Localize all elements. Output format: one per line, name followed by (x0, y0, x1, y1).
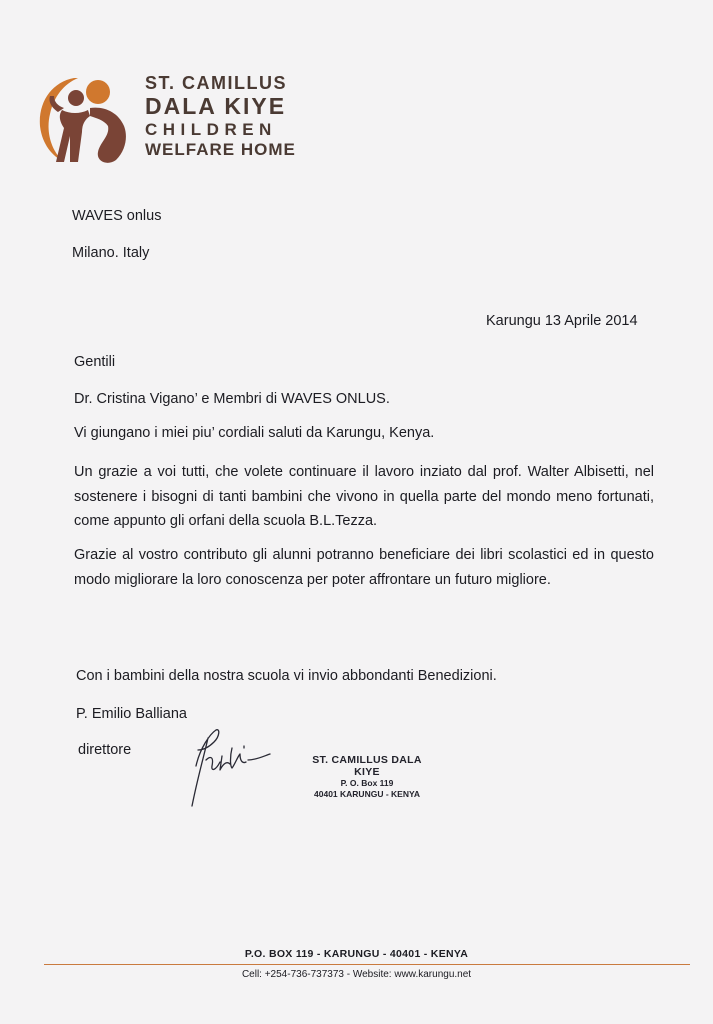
org-line-2: DALA KIYE (145, 93, 287, 119)
footer-divider (44, 964, 690, 965)
addressee: Dr. Cristina Vigano’ e Membri di WAVES ONLUS. (74, 391, 390, 407)
footer-contact: Cell: +254-736-737373 - Website: www.karungu.net (241, 969, 472, 980)
paragraph-1: Un grazie a voi tutti, che volete continuare il lavoro inziato dal prof. Walter Albisetti, nel sostenere i bisogni di tanti bambini che vivono in quella parte del mondo meno fortunati, come appunto gli orfani della scuola B.L.Tezza. (74, 464, 654, 529)
signer-title: direttore (78, 742, 132, 758)
family-figures-logo (36, 70, 136, 166)
recipient-city: Milano. Italy (72, 245, 150, 261)
footer-address: P.O. BOX 119 - KARUNGU - 40401 - KENYA (244, 948, 469, 960)
salutation: Gentili (74, 354, 116, 370)
org-line-4: WELFARE HOME (145, 140, 296, 159)
greeting: Vi giungano i miei piu’ cordiali saluti da Karungu, Kenya. (74, 425, 435, 441)
recipient-name: WAVES onlus (72, 208, 162, 224)
letter-date: Karungu 13 Aprile 2014 (486, 313, 638, 329)
handwritten-signature (186, 726, 272, 814)
paragraph-2: Grazie al vostro contributo gli alunni potranno beneficiare dei libri scolastici ed in questo modo migliorare la loro conoscenza per poter affrontare un futuro migliore. (74, 547, 654, 588)
org-line-3: CHILDREN (145, 120, 277, 139)
org-line-1: ST. CAMILLUS (145, 73, 287, 93)
closing-line: Con i bambini della nostra scuola vi invio abbondanti Benedizioni. (76, 668, 497, 684)
organization-name (145, 74, 296, 158)
stamp-line-2: P. O. Box 119 (340, 778, 394, 788)
institution-stamp (300, 754, 434, 800)
stamp-line-3: 40401 KARUNGU - KENYA (314, 789, 420, 799)
signer-name: P. Emilio Balliana (76, 706, 187, 722)
stamp-line-1: ST. CAMILLUS DALA KIYE (312, 754, 422, 778)
